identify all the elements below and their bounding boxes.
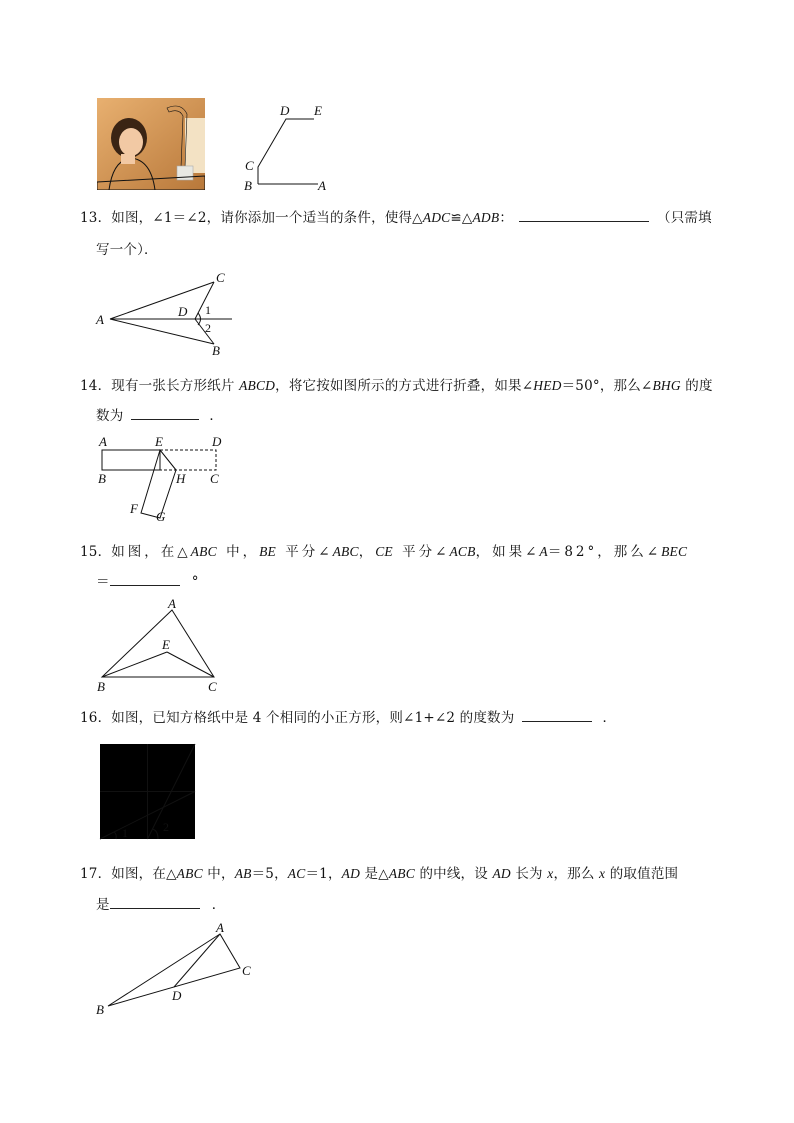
fig15-label-b: B (97, 679, 105, 694)
q15-degree: ° (191, 574, 199, 590)
fig14-label-h: H (176, 471, 186, 486)
figure-15 (92, 594, 227, 694)
fig16-angle-1: 1 (122, 826, 128, 840)
q13-adc: ADC (422, 210, 451, 225)
q16-text: 如图，已知方格纸中是 4 个相同的小正方形，则∠1+∠2 的度数为 (111, 710, 515, 726)
q15-text-c: 平分∠ (275, 544, 333, 560)
q14-answer-blank[interactable] (131, 405, 199, 420)
fig14-label-g: G (156, 509, 166, 524)
q15-abc: ABC (190, 544, 217, 559)
lamp-photo (97, 98, 205, 190)
q15-text-e: 平分∠ (392, 544, 450, 560)
fig13-label-c: C (216, 270, 225, 285)
fig13-angle-2: 2 (205, 321, 211, 335)
fig14-label-b: B (98, 471, 106, 486)
figure-12 (238, 100, 338, 196)
q16-answer-blank[interactable] (522, 707, 592, 722)
q17-ab: AB (234, 866, 252, 881)
fig13-label-d: D (178, 304, 188, 319)
q14-text-c: ＝50°，那么∠ (561, 378, 653, 394)
q15-answer-blank[interactable] (110, 571, 180, 586)
q16-end: ． (602, 710, 617, 726)
q17-text-d: ＝1， (305, 866, 342, 882)
fig15-be (102, 652, 167, 677)
q17-text-i: 的取值范围 (605, 866, 679, 882)
q15-text-a: 如图，在△ (111, 544, 191, 560)
q13-line1 (80, 206, 712, 226)
fig14-folded-part (141, 450, 176, 518)
q14-line2-text: 数为 (96, 408, 124, 424)
q15-number: 15． (80, 544, 112, 560)
fig14-label-c: C (210, 471, 219, 486)
fig12-label-d: D (280, 103, 290, 118)
q15-text-b: 中， (216, 544, 260, 560)
q14-text-b: ，将它按如图所示的方式进行折叠，如果∠ (275, 378, 534, 394)
q17-abc: ABC (176, 866, 203, 881)
fig17-label-a: A (216, 920, 224, 935)
q17-text-h: ，那么 (553, 866, 600, 882)
q13-tail: （只需填 (657, 210, 712, 226)
q15-be: BE (259, 544, 276, 559)
q13-text-b: ： (499, 210, 514, 226)
q13-cong: ≌△ (450, 210, 473, 226)
q15-a: A (539, 544, 548, 559)
q15-ce: CE (375, 544, 393, 559)
q14-hed: HED (533, 378, 562, 393)
fig12-label-c: C (245, 158, 254, 173)
fig15-triangle-abc (102, 610, 214, 677)
q16-line1 (80, 706, 616, 726)
q13-adb: ADB (472, 210, 500, 225)
q17-ad: AD (341, 866, 361, 881)
figure-14 (92, 432, 232, 527)
q17-text-g: 长为 (510, 866, 548, 882)
q15-acb: ACB (449, 544, 476, 559)
q15-text-f: ，如果∠ (475, 544, 540, 560)
q15-bec: BEC (661, 544, 688, 559)
q14-text-a: 现有一张长方形纸片 (111, 378, 240, 394)
q14-text-d: 的度 (680, 378, 713, 394)
q13-text-a: 如图，∠1＝∠2，请你添加一个适当的条件，使得△ (111, 210, 423, 226)
fig17-ad (174, 934, 220, 987)
fig17-label-b: B (96, 1002, 104, 1017)
fig17-label-c: C (242, 963, 251, 978)
q14-bhg: BHG (652, 378, 681, 393)
fig17-label-d: D (172, 988, 182, 1003)
q17-abc2: ABC (388, 866, 415, 881)
q14-line2 (96, 404, 223, 424)
fig16-angle-2: 2 (163, 820, 169, 834)
q17-ac: AC (287, 866, 306, 881)
fig13-label-b: B (212, 343, 220, 358)
q17-x: x (547, 866, 554, 881)
q17-answer-blank[interactable] (110, 894, 200, 909)
q16-number: 16． (80, 710, 112, 726)
figure-13 (92, 268, 242, 360)
q14-abcd: ABCD (239, 378, 276, 393)
q17-end: ． (211, 897, 226, 913)
q15-abc2: ABC (332, 544, 359, 559)
q14-end: ． (209, 408, 224, 424)
q17-text-c: ＝5， (251, 866, 288, 882)
fig14-label-e: E (155, 434, 163, 449)
q15-line1 (80, 540, 687, 560)
fig12-label-a: A (318, 178, 326, 193)
q17-text-b: 中， (202, 866, 235, 882)
q17-number: 17． (80, 866, 112, 882)
q17-text-a: 如图，在△ (111, 866, 177, 882)
q13-answer-blank[interactable] (519, 207, 649, 222)
fig15-label-e: E (162, 637, 170, 652)
q15-text-g: ＝82°，那么∠ (547, 544, 662, 560)
fig14-left-rect (102, 450, 160, 470)
fig12-path (258, 119, 314, 184)
fig14-label-a: A (99, 434, 107, 449)
q15-line2 (96, 570, 199, 590)
fig15-ce (167, 652, 214, 677)
q17-line2-text: 是 (96, 897, 110, 913)
q17-ad2: AD (492, 866, 511, 881)
fig12-label-b: B (244, 178, 252, 193)
figure-17 (92, 918, 262, 1018)
q17-text-e: 是△ (360, 866, 389, 882)
q14-line1 (80, 374, 713, 394)
fig12-label-e: E (314, 103, 322, 118)
q14-number: 14． (80, 378, 112, 394)
fig13-label-a: A (96, 312, 104, 327)
fig13-angle-1: 1 (205, 303, 211, 317)
q13-line2 (96, 238, 158, 258)
fig14-label-d: D (212, 434, 222, 449)
lamp-photo-illustration (97, 98, 205, 190)
q17-line2 (96, 893, 225, 913)
q15-text-d: ， (358, 544, 376, 560)
q17-x2: x (599, 866, 606, 881)
q13-number: 13． (80, 210, 112, 226)
q15-line2-eq: ＝ (96, 574, 110, 590)
q17-line1 (80, 862, 678, 882)
fig15-label-a: A (168, 596, 176, 611)
fig15-label-c: C (208, 679, 217, 694)
figure-16 (92, 738, 202, 846)
q13-line2-text: 写一个）． (96, 242, 158, 258)
q17-text-f: 的中线，设 (414, 866, 493, 882)
fig14-label-f: F (130, 501, 138, 516)
